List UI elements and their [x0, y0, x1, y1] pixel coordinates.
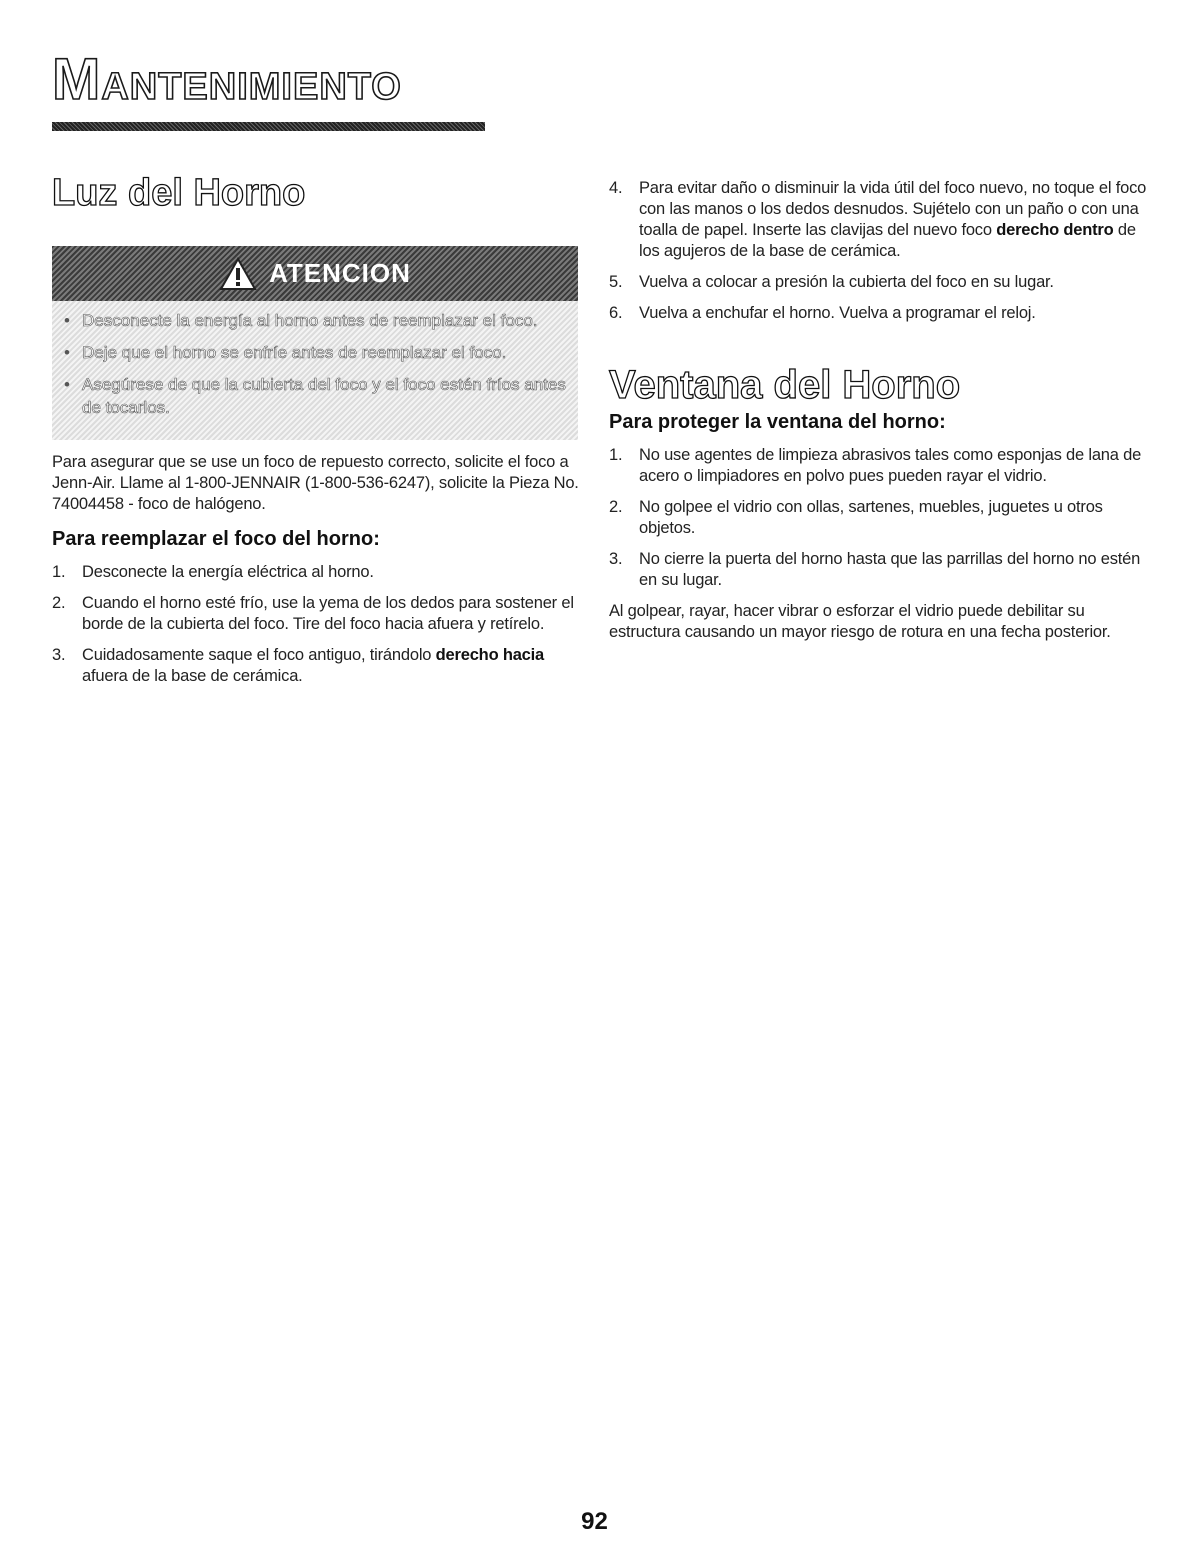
title-rule	[52, 122, 485, 131]
list-item: 3. No cierre la puerta del horno hasta que las parrillas del horno no estén en su lugar.	[609, 550, 1141, 589]
warning-item: • Deje que el horno se enfríe antes de reemplazar el foco.	[82, 341, 578, 364]
warning-item: • Asegúrese de que la cubierta del foco y el foco estén fríos antes de tocarlos.	[82, 373, 578, 419]
page-number: 92	[581, 1508, 608, 1535]
page-title: MANTENIMIENTO	[52, 47, 402, 112]
list-item: 6. Vuelva a enchufar el horno. Vuelva a programar el reloj.	[609, 304, 1036, 322]
closing-paragraph: Al golpear, rayar, hacer vibrar o esforzar el vidrio puede debilitar su estructura causando un mayor riesgo de rotura en una fecha posterior.	[609, 602, 1111, 641]
warning-header	[52, 246, 578, 301]
warning-icon	[219, 257, 257, 291]
list-item: 3. Cuidadosamente saque el foco antiguo, tirándolo derecho hacia afuera de la base de cerámica.	[52, 646, 545, 685]
list-item: 1. No use agentes de limpieza abrasivos tales como esponjas de lana de acero o limpiadores en polvo pues pueden rayar el vidrio.	[609, 446, 1142, 485]
list-item: 4. Para evitar daño o disminuir la vida útil del foco nuevo, no toque el foco con las manos o los dedos desnudos. Sujételo con un paño o con una toalla de papel. Inserte las clavijas del nuevo foco derecho dentro de los agujeros de la base de cerámica.	[609, 179, 1147, 260]
warning-item: • Desconecte la energía al horno antes de reemplazar el foco.	[82, 309, 578, 332]
replace-steps-list	[52, 562, 580, 687]
warning-list	[52, 301, 578, 440]
warning-box	[52, 246, 578, 440]
section-heading-luz: Luz del Horno	[52, 172, 306, 214]
list-item: 1. Desconecte la energía eléctrica al horno.	[52, 563, 374, 581]
subheading-protect-window: Para proteger la ventana del horno:	[609, 411, 946, 433]
intro-paragraph: Para asegurar que se use un foco de repuesto correcto, solicite el foco a Jenn-Air. Llame al 1-800-JENNAIR (1-800-536-6247), solicite la Pieza No. 74004458 - foco de halógeno.	[52, 453, 579, 513]
warning-title: ATENCION	[269, 258, 411, 288]
right-column	[609, 178, 1149, 643]
protect-steps-list	[609, 445, 1149, 591]
replace-steps-continued	[609, 178, 1149, 324]
list-item: 5. Vuelva a colocar a presión la cubierta del foco en su lugar.	[609, 273, 1054, 291]
list-item: 2. Cuando el horno esté frío, use la yema de los dedos para sostener el borde de la cubierta del foco. Tire del foco hacia afuera y retírelo.	[52, 594, 574, 633]
section-heading-ventana: Ventana del Horno	[609, 363, 961, 407]
subheading-replace-bulb: Para reemplazar el foco del horno:	[52, 528, 380, 550]
list-item: 2. No golpee el vidrio con ollas, sartenes, muebles, juguetes u otros objetos.	[609, 498, 1103, 537]
left-column	[52, 170, 580, 697]
